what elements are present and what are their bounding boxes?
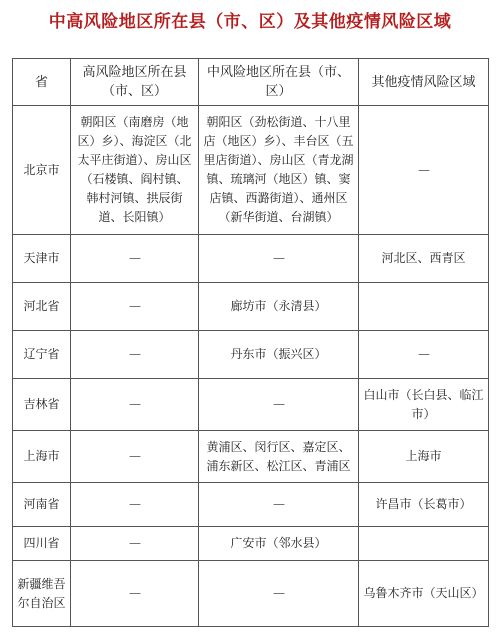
table-row	[13, 431, 489, 483]
medium-risk-cell: —	[199, 235, 359, 283]
header-medium-risk: 中风险地区所在县（市、区）	[199, 59, 359, 106]
high-risk-cell: 朝阳区（南磨房（地区）乡）、海淀区（北太平庄街道）、房山区（石楼镇、阎村镇、韩村河镇、拱辰街道、长阳镇）	[71, 106, 199, 235]
other-risk-cell: 许昌市（长葛市）	[359, 483, 489, 527]
other-risk-cell: 上海市	[359, 431, 489, 483]
high-risk-cell: —	[71, 379, 199, 431]
page-title: 中高风险地区所在县（市、区）及其他疫情风险区域	[48, 12, 452, 32]
province-cell: 吉林省	[13, 379, 71, 431]
table-row	[13, 283, 489, 331]
risk-area-table	[12, 58, 489, 627]
high-risk-cell: —	[71, 283, 199, 331]
medium-risk-cell: 广安市（邻水县）	[199, 527, 359, 561]
table-row	[13, 561, 489, 627]
table-row	[13, 331, 489, 379]
header-other-risk: 其他疫情风险区域	[359, 59, 489, 106]
medium-risk-cell: —	[199, 561, 359, 627]
high-risk-cell: —	[71, 561, 199, 627]
header-high-risk: 高风险地区所在县（市、区）	[71, 59, 199, 106]
table-row	[13, 235, 489, 283]
header-row	[13, 59, 489, 106]
other-risk-cell	[359, 283, 489, 331]
header-province: 省	[13, 59, 71, 106]
other-risk-cell: 乌鲁木齐市（天山区）	[359, 561, 489, 627]
table-row	[13, 483, 489, 527]
province-cell: 辽宁省	[13, 331, 71, 379]
other-risk-cell: 白山市（长白县、临江市）	[359, 379, 489, 431]
province-cell: 天津市	[13, 235, 71, 283]
province-cell: 上海市	[13, 431, 71, 483]
other-risk-cell: —	[359, 106, 489, 235]
high-risk-cell: —	[71, 483, 199, 527]
high-risk-cell: —	[71, 527, 199, 561]
high-risk-cell: —	[71, 331, 199, 379]
other-risk-cell: —	[359, 331, 489, 379]
medium-risk-cell: —	[199, 379, 359, 431]
province-cell: 北京市	[13, 106, 71, 235]
province-cell: 新疆维吾尔自治区	[13, 561, 71, 627]
table-row	[13, 527, 489, 561]
province-cell: 河北省	[13, 283, 71, 331]
medium-risk-cell: —	[199, 483, 359, 527]
high-risk-cell: —	[71, 431, 199, 483]
medium-risk-cell: 朝阳区（劲松街道、十八里店（地区）乡）、丰台区（五里店街道）、房山区（青龙湖镇、琉璃河（地区）镇、窦店镇、西潞街道）、通州区（新华街道、台湖镇）	[199, 106, 359, 235]
province-cell: 四川省	[13, 527, 71, 561]
other-risk-cell: 河北区、西青区	[359, 235, 489, 283]
medium-risk-cell: 廊坊市（永清县）	[199, 283, 359, 331]
table-row	[13, 106, 489, 235]
province-cell: 河南省	[13, 483, 71, 527]
table-row	[13, 379, 489, 431]
medium-risk-cell: 黄浦区、闵行区、嘉定区、浦东新区、松江区、青浦区	[199, 431, 359, 483]
other-risk-cell	[359, 527, 489, 561]
medium-risk-cell: 丹东市（振兴区）	[199, 331, 359, 379]
high-risk-cell: —	[71, 235, 199, 283]
